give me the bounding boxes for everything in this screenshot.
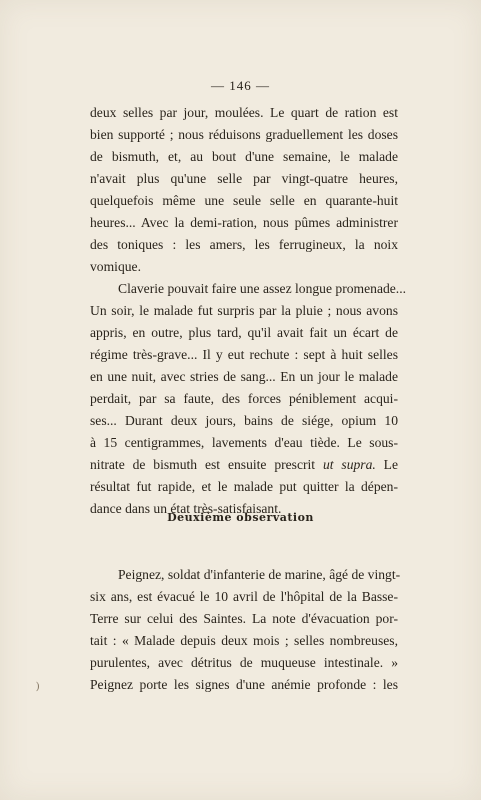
- text-line: n'avait plus qu'une selle par vingt-quatre heures,: [90, 171, 398, 186]
- text-line: de bismuth, et, au bout d'une semaine, le malade: [90, 149, 398, 164]
- text-block-top: [90, 102, 406, 520]
- text-line: quelquefois même une seule selle en quarante-huit: [90, 193, 398, 208]
- text-line: Terre sur celui des Saintes. La note d'évacuation por-: [90, 611, 398, 626]
- text-line: [90, 454, 398, 476]
- text-line: Un soir, le malade fut surpris par la pluie ; nous avons: [90, 303, 398, 318]
- text-line: des toniques : les amers, les ferrugineux, la noix: [90, 237, 398, 252]
- text-segment: nitrate de bismuth est ensuite prescrit: [90, 457, 316, 472]
- text-segment: Le: [383, 457, 399, 472]
- text-line: Peignez porte les signes d'une anémie profonde : les: [90, 677, 398, 692]
- text-line: en une nuit, avec stries de sang... En un jour le malade: [90, 369, 398, 384]
- text-line: appris, en outre, plus tard, qu'il avait fait un écart de: [90, 325, 398, 340]
- text-line: résultat fut rapide, et le malade put quitter la dépen-: [90, 479, 398, 494]
- text-line: vomique.: [90, 259, 141, 274]
- text-line: Peignez, soldat d'infanterie de marine, âgé de vingt-: [118, 567, 401, 582]
- text-line: heures... Avec la demi-ration, nous pûmes administrer: [90, 215, 398, 230]
- text-line: bien supporté ; nous réduisons graduellement les doses: [90, 127, 398, 142]
- text-line: perdait, par sa faute, des forces péniblement acqui-: [90, 391, 398, 406]
- text-line: six ans, est évacué le 10 avril de l'hôpital de la Basse-: [90, 589, 398, 604]
- margin-mark: ): [36, 681, 40, 692]
- page-number: — 146 —: [211, 78, 270, 93]
- text-line: Claverie pouvait faire une assez longue promenade...: [118, 281, 406, 296]
- text-line: purulentes, avec détritus de muqueuse intestinale. »: [90, 655, 398, 670]
- text-line: tait : « Malade depuis deux mois ; selles nombreuses,: [90, 633, 398, 648]
- text-line: à 15 centigrammes, lavements d'eau tiède. Le sous-: [90, 435, 398, 450]
- italic-phrase: ut supra.: [322, 457, 376, 472]
- text-line: deux selles par jour, moulées. Le quart de ration est: [90, 105, 398, 120]
- text-line: dance dans un état très-satisfaisant.: [90, 501, 282, 516]
- text-block-bottom: [90, 564, 401, 696]
- text-line: ses... Durant deux jours, bains de siége, opium 10: [90, 413, 398, 428]
- section-title: Deuxième observation: [167, 511, 314, 524]
- text-line: régime très-grave... Il y eut rechute : sept à huit selles: [90, 347, 398, 362]
